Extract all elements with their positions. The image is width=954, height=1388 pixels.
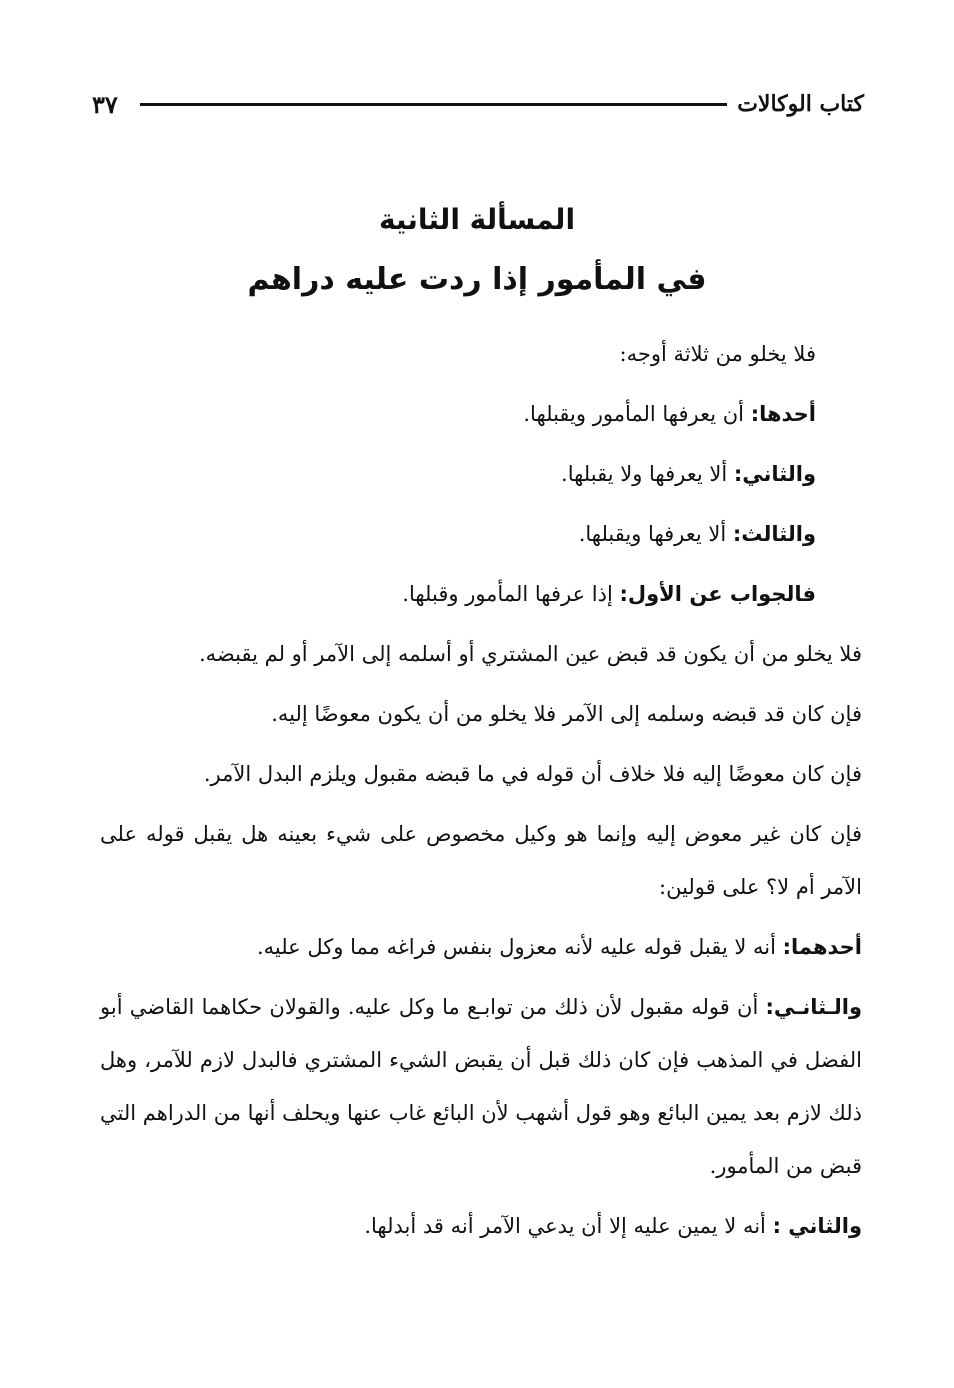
paragraph xyxy=(100,921,862,974)
paragraph xyxy=(100,388,816,441)
paragraph-text: فلا يخلو من أن يكون قد قبض عين المشتري أو أسلمه إلى الآمر أو لم يقبضه. xyxy=(198,642,862,666)
paragraph xyxy=(100,328,816,381)
paragraph-text: فإن كان قد قبضه وسلمه إلى الآمر فلا يخلو من أن يكون معوضًا إليه. xyxy=(271,702,862,726)
running-header xyxy=(92,84,864,124)
paragraph xyxy=(100,628,862,681)
paragraph xyxy=(100,568,816,621)
page-number: ٣٧ xyxy=(92,89,118,119)
paragraph-lead: والثالث: xyxy=(732,522,816,546)
section-subheading: في المأمور إذا ردت عليه دراهم xyxy=(247,262,707,297)
paragraph-text: أن قوله مقبول لأن ذلك من توابـع ما وكل عليه. والقولان حكاهما القاضي أبو الفضل في المذهب فإن كان ذلك قبل أن يقبض الشيء المشتري فالبدل لازم للآمر، وهل ذلك لازم بعد يمين البائع وهو قول أشهب لأن البائع غاب عنها ويحلف أنها من الدراهم التي قبض من المأمور. xyxy=(100,995,862,1178)
paragraph-text: فإن كان معوضًا إليه فلا خلاف أن قوله في ما قبضه مقبول ويلزم البدل الآمر. xyxy=(203,762,862,786)
paragraph xyxy=(100,748,862,801)
paragraph xyxy=(100,508,816,561)
paragraph xyxy=(100,981,862,1193)
paragraph-text: أنه لا يقبل قوله عليه لأنه معزول بنفس فراغه مما وكل عليه. xyxy=(256,935,783,959)
paragraph xyxy=(100,448,816,501)
paragraph-lead: أحدها: xyxy=(750,402,816,426)
paragraph-text: أنه لا يمين عليه إلا أن يدعي الآمر أنه قد أبدلها. xyxy=(364,1214,773,1238)
paragraph-lead: والثاني : xyxy=(772,1214,862,1238)
paragraph xyxy=(100,1200,862,1253)
paragraph-text: فلا يخلو من ثلاثة أوجه: xyxy=(619,342,816,366)
paragraph xyxy=(100,808,862,914)
paragraph-text: أن يعرفها المأمور ويقبلها. xyxy=(523,402,751,426)
paragraph-text: فإن كان غير معوض إليه وإنما هو وكيل مخصوص على شيء بعينه هل يقبل قوله على الآمر أم لا؟ على قولين: xyxy=(100,822,862,899)
section-heading: المسألة الثانية xyxy=(378,203,576,236)
paragraph-text: ألا يعرفها ولا يقبلها. xyxy=(561,462,734,486)
paragraph xyxy=(100,688,862,741)
running-header-title: كتاب الوكالات xyxy=(737,91,864,117)
paragraph-lead: والثاني: xyxy=(733,462,816,486)
paragraph-lead: فالجواب عن الأول: xyxy=(619,582,816,606)
paragraph-lead: والـثانـي: xyxy=(765,995,862,1019)
paragraph-text: إذا عرفها المأمور وقبلها. xyxy=(402,582,620,606)
body-text xyxy=(100,328,862,1260)
header-rule xyxy=(140,103,727,106)
paragraph-text: ألا يعرفها ويقبلها. xyxy=(578,522,733,546)
paragraph-lead: أحدهما: xyxy=(782,935,862,959)
